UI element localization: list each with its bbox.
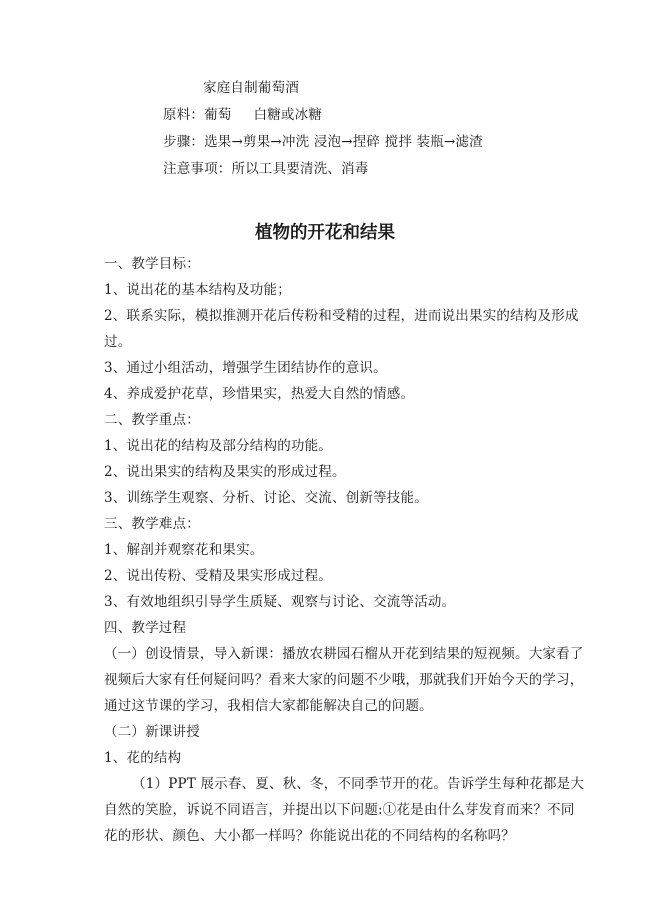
difficulty-item: 2、说出传粉、受精及果实形成过程。 xyxy=(104,568,332,584)
ingredient-sugar: 白糖或冰糖 xyxy=(253,107,323,123)
section-heading-difficulties: 三、教学难点： xyxy=(104,516,200,532)
recipe-ingredients xyxy=(163,106,322,124)
ingredients-label: 原料： xyxy=(163,107,205,123)
objective-item-continued: 过。 xyxy=(104,334,132,350)
paragraph-line: 通过这节课的学习，我相信大家都能解决自己的问题。 xyxy=(104,698,433,714)
section-heading-objectives: 一、教学目标： xyxy=(104,256,200,272)
paragraph-line: 自然的笑脸，诉说不同语言，并提出以下问题:①花是由什么芽发育而来？不同 xyxy=(104,802,575,818)
paragraph-line: 视频后大家有任何疑问吗？看来大家的问题不少哦，那就我们开始今天的学习， xyxy=(104,672,584,688)
paragraph-line: 花的形状、颜色、大小都一样吗？你能说出花的不同结构的名称吗？ xyxy=(104,828,515,844)
objective-item: 4、养成爱护花草，珍惜果实，热爱大自然的情感。 xyxy=(104,386,415,402)
paragraph-line: （一）创设情景，导入新课：播放农耕园石榴从开花到结果的短视频。大家看了 xyxy=(104,646,584,662)
paragraph-line: （1）PPT 展示春、夏、秋、冬，不同季节开的花。告诉学生每种花都是大 xyxy=(132,776,585,792)
key-point-item: 3、训练学生观察、分析、讨论、交流、创新等技能。 xyxy=(104,490,428,506)
lesson-title: 植物的开花和结果 xyxy=(255,223,395,243)
difficulty-item: 1、解剖并观察花和果实。 xyxy=(104,542,264,558)
recipe-notes: 注意事项：所以工具要清洗、消毒 xyxy=(163,161,369,177)
ingredient-grape: 葡萄 xyxy=(204,107,232,123)
difficulty-item: 3、有效地组织引导学生质疑、观察与讨论、交流等活动。 xyxy=(104,594,456,610)
recipe-title: 家庭自制葡萄酒 xyxy=(203,80,299,96)
objective-item: 1、说出花的基本结构及功能； xyxy=(104,282,291,298)
objective-item: 3、通过小组活动，增强学生团结协作的意识。 xyxy=(104,360,387,376)
objective-item: 2、联系实际，模拟推测开花后传粉和受精的过程，进而说出果实的结构及形成 xyxy=(104,308,579,324)
key-point-item: 2、说出果实的结构及果实的形成过程。 xyxy=(104,464,346,480)
subsection-heading: （二）新课讲授 xyxy=(104,724,200,740)
section-heading-process: 四、教学过程 xyxy=(104,620,187,636)
key-point-item: 1、说出花的结构及部分结构的功能。 xyxy=(104,438,332,454)
subsection-heading: 1、花的结构 xyxy=(104,750,182,766)
section-heading-key-points: 二、教学重点： xyxy=(104,412,200,428)
recipe-steps: 步骤：选果→剪果→冲洗 浸泡→捏碎 搅拌 装瓶→滤渣 xyxy=(163,134,483,150)
